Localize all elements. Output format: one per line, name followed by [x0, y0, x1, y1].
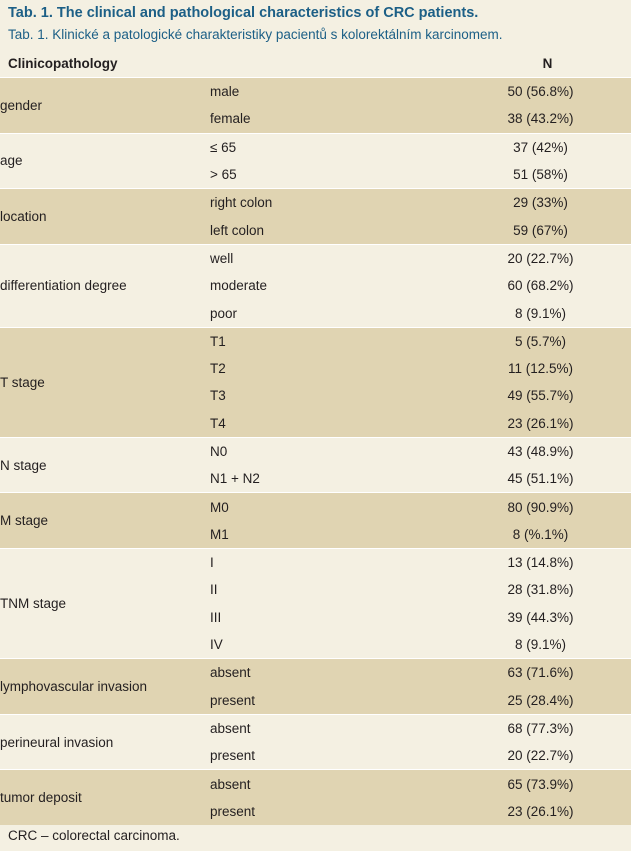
count-cell: 8 (%.1%) [450, 521, 631, 549]
group-label: M stage [0, 493, 210, 549]
row-group [0, 244, 631, 327]
table-row [0, 78, 631, 106]
category-cell: N1 + N2 [210, 471, 260, 487]
row-group [0, 770, 631, 825]
count-cell: 51 (58%) [513, 167, 568, 183]
count-cell: 43 (48.9%) [507, 444, 574, 459]
table-row [0, 549, 631, 577]
header-clinicopathology: Clinicopathology [8, 56, 118, 71]
count-cell: 68 (77.3%) [507, 720, 574, 736]
table-row [0, 770, 631, 798]
table-row [0, 659, 631, 687]
group-label: gender [0, 78, 210, 134]
category-cell: T3 [210, 382, 450, 409]
count-cell: 49 (55.7%) [450, 382, 631, 409]
category-cell: T2 [210, 355, 450, 382]
category-cell: well [210, 250, 234, 266]
group-label: location [0, 189, 210, 245]
header-n: N [542, 56, 553, 71]
count-cell: 5 (5.7%) [450, 327, 631, 355]
category-cell: III [210, 609, 222, 625]
count-cell: 29 (33%) [450, 189, 631, 217]
category-cell: M0 [210, 493, 450, 521]
count-cell: 60 (68.2%) [507, 278, 574, 294]
count-cell: 20 (22.7%) [507, 748, 574, 764]
table-row [0, 244, 631, 272]
count-cell: 45 (51.1%) [507, 471, 574, 487]
row-group [0, 659, 631, 715]
count-cell: 13 (14.8%) [507, 555, 574, 571]
count-cell: 65 (73.9%) [450, 770, 631, 798]
count-cell: 37 (42%) [513, 139, 568, 155]
table-caption-english: Tab. 1. The clinical and pathological characteristics of CRC patients. [8, 5, 479, 21]
row-group [0, 549, 631, 659]
group-label: T stage [0, 327, 210, 437]
table-footnote: CRC – colorectal carcinoma. [8, 828, 180, 843]
category-cell: II [210, 582, 218, 598]
row-group [0, 133, 631, 189]
category-cell: I [210, 555, 214, 571]
row-group [0, 493, 631, 549]
category-cell: T4 [210, 410, 450, 438]
group-label: perineural invasion [0, 734, 114, 750]
category-cell: female [210, 105, 450, 133]
group-label: N stage [0, 457, 47, 473]
table-row [0, 493, 631, 521]
table-row [0, 327, 631, 355]
count-cell: 20 (22.7%) [507, 250, 574, 266]
category-cell: male [210, 78, 450, 106]
category-cell: N0 [210, 444, 228, 459]
category-cell: moderate [210, 278, 268, 294]
table-header-row [0, 50, 631, 78]
category-cell: poor [210, 305, 238, 321]
category-cell: IV [210, 637, 223, 653]
count-cell: 63 (71.6%) [450, 659, 631, 687]
group-label: TNM stage [0, 596, 67, 612]
row-group [0, 714, 631, 770]
category-cell: right colon [210, 189, 450, 217]
row-group [0, 78, 631, 134]
count-cell: 28 (31.8%) [507, 582, 574, 598]
category-cell: present [210, 687, 450, 715]
category-cell: M1 [210, 521, 450, 549]
row-group [0, 327, 631, 437]
group-label: tumor deposit [0, 770, 210, 825]
category-cell: absent [210, 720, 251, 736]
category-cell: absent [210, 659, 450, 687]
count-cell: 38 (43.2%) [450, 105, 631, 133]
category-cell: left colon [210, 216, 450, 244]
category-cell: ≤ 65 [210, 139, 237, 155]
category-cell: present [210, 748, 256, 764]
table-row [0, 714, 631, 742]
table-caption-czech: Tab. 1. Klinické a patologické charakteristiky pacientů s kolorektálním karcinomem. [8, 27, 503, 42]
count-cell: 39 (44.3%) [507, 609, 574, 625]
table-row [0, 189, 631, 217]
count-cell: 59 (67%) [450, 216, 631, 244]
header-category [210, 50, 450, 78]
category-cell: absent [210, 770, 450, 798]
table-row [0, 437, 631, 465]
count-cell: 25 (28.4%) [450, 687, 631, 715]
count-cell: 8 (9.1%) [514, 637, 567, 653]
category-cell: > 65 [210, 167, 237, 183]
row-group [0, 189, 631, 245]
count-cell: 80 (90.9%) [450, 493, 631, 521]
count-cell: 23 (26.1%) [450, 410, 631, 438]
table-row [0, 133, 631, 161]
row-group [0, 437, 631, 493]
category-cell: present [210, 798, 450, 825]
category-cell: T1 [210, 327, 450, 355]
group-label: lymphovascular invasion [0, 659, 210, 715]
characteristics-table [0, 50, 631, 825]
count-cell: 8 (9.1%) [514, 305, 567, 321]
count-cell: 23 (26.1%) [450, 798, 631, 825]
group-label: differentiation degree [0, 278, 127, 294]
group-label: age [0, 153, 23, 169]
count-cell: 50 (56.8%) [450, 78, 631, 106]
count-cell: 11 (12.5%) [450, 355, 631, 382]
